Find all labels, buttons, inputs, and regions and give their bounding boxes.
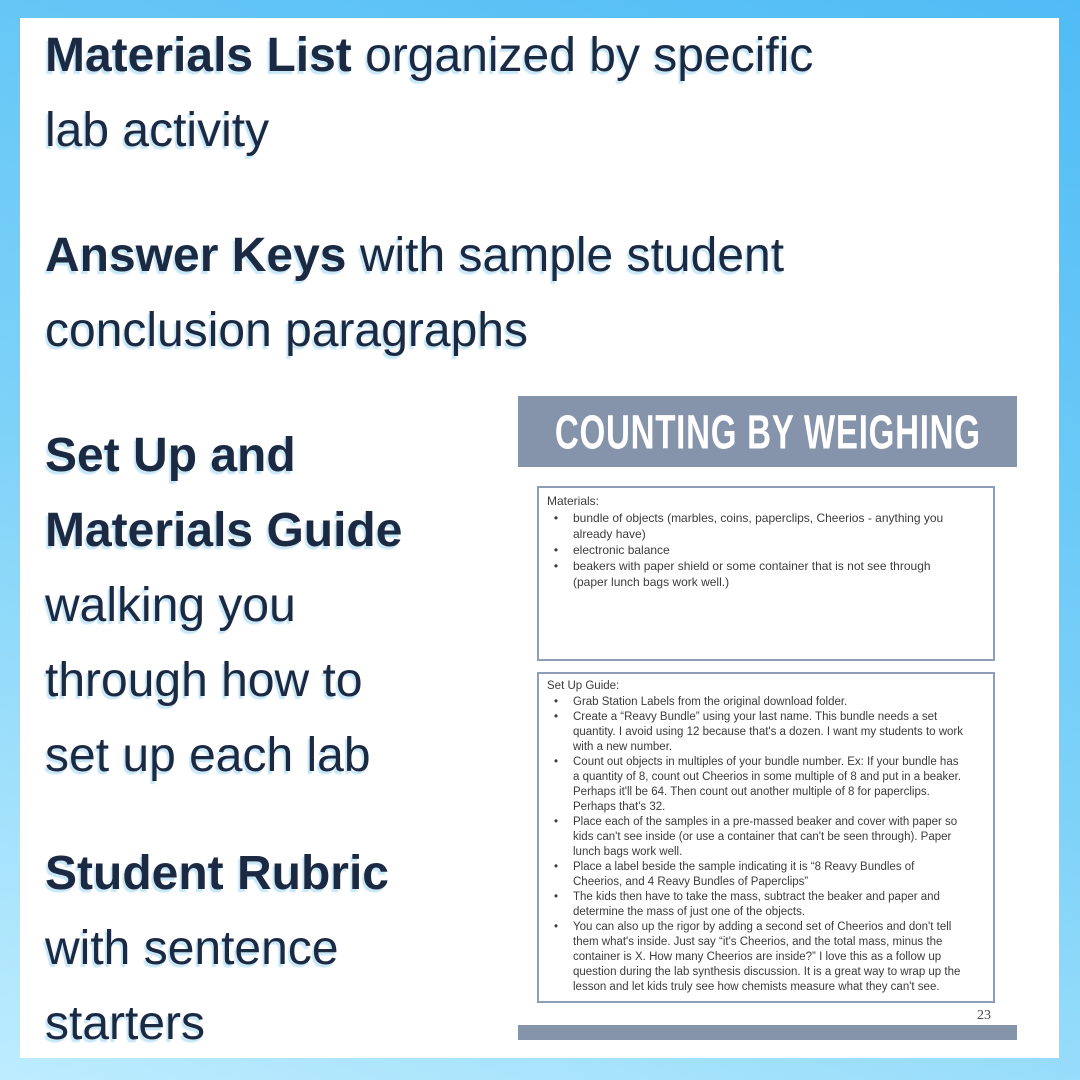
feature-line <box>45 718 402 793</box>
feature-line <box>45 418 402 493</box>
feature-line <box>45 986 389 1061</box>
bullet-dot-icon: • <box>553 816 559 828</box>
feature-regular-text: organized by specific <box>351 29 814 82</box>
doc-header-bar <box>518 396 1017 467</box>
bullet-item <box>539 815 993 860</box>
feature-regular-text: starters <box>45 997 206 1050</box>
bullet-text: bundle of objects (marbles, coins, paperclips, Cheerios - anything you already have) <box>573 511 944 541</box>
doc-footer-bar <box>518 1025 1017 1040</box>
feature-line <box>45 493 402 568</box>
feature-regular-text: conclusion paragraphs <box>45 304 528 357</box>
feature-regular-text: walking you <box>45 579 296 632</box>
bullet-dot-icon: • <box>553 696 559 708</box>
bullet-dot-icon: • <box>553 559 559 573</box>
feature-materials-list <box>45 18 813 168</box>
bullet-text: Create a “Reavy Bundle” using your last name. This bundle needs a set quantity. I avoid using 12 because that's a dozen. I want my students to work with a new number. <box>573 711 964 753</box>
feature-answer-keys <box>45 218 784 368</box>
feature-bold-text: Materials List <box>45 29 352 82</box>
feature-set-up-and-materials-guide <box>45 418 402 793</box>
bullet-dot-icon: • <box>553 711 559 723</box>
feature-line <box>45 911 389 986</box>
setup-guide-label: Set Up Guide: <box>547 680 620 692</box>
bullet-dot-icon: • <box>553 756 559 768</box>
feature-bold-text: Student Rubric <box>45 847 389 900</box>
bullet-text: Place each of the samples in a pre-massed beaker and cover with paper so kids can't see inside (or use a container that can't be seen through). Paper lunch bags work well. <box>573 816 958 858</box>
feature-line <box>45 93 813 168</box>
bullet-text: You can also up the rigor by adding a second set of Cheerios and don't tell them what's inside. Just say “it's Cheerios, and the total mass, minus the container is X. How many Cheerios are inside?” I love this as a follow up question during the lab synthesis discussion. It is a great way to wrap up the lesson and let kids truly see how chemists measure what they can't see. <box>573 921 961 993</box>
doc-title: COUNTING BY WEIGHING <box>554 404 981 459</box>
bullet-text: Place a label beside the sample indicating it is “8 Reavy Bundles of Cheerios, and 4 Reavy Bundles of Paperclips” <box>573 861 915 888</box>
bullet-dot-icon: • <box>553 921 559 933</box>
bullet-item <box>539 558 993 590</box>
feature-line <box>45 568 402 643</box>
feature-bold-text: Materials Guide <box>45 504 403 557</box>
content-card <box>20 18 1059 1058</box>
feature-regular-text: set up each lab <box>45 729 371 782</box>
feature-student-rubric <box>45 836 389 1061</box>
bullet-item <box>539 710 993 755</box>
bullet-item <box>539 542 993 558</box>
bullet-item <box>539 920 993 995</box>
bullet-text: electronic balance <box>573 543 670 557</box>
bullet-text: Grab Station Labels from the original download folder. <box>573 696 848 708</box>
bullet-text: The kids then have to take the mass, subtract the beaker and paper and determine the mass of just one of the objects. <box>573 891 940 918</box>
feature-line <box>45 18 813 93</box>
bullet-dot-icon: • <box>553 861 559 873</box>
feature-line <box>45 643 402 718</box>
bullet-item <box>539 510 993 542</box>
feature-line <box>45 218 784 293</box>
page-number: 23 <box>977 1008 991 1023</box>
bullet-item <box>539 890 993 920</box>
materials-box <box>537 486 995 661</box>
setup-bullet-list <box>539 695 993 995</box>
feature-line <box>45 836 389 911</box>
feature-regular-text: with sentence <box>45 922 339 975</box>
materials-bullet-list <box>539 510 993 590</box>
bullet-text: Count out objects in multiples of your bundle number. Ex: If your bundle has a quantity of 8, count out Cheerios in some multiple of 8 and put in a beaker. Perhaps it'll be 64. Then count out another multiple of 8 for paperclips. Perhaps that's 32. <box>573 756 962 813</box>
bullet-item <box>539 860 993 890</box>
feature-bold-text: Set Up and <box>45 429 296 482</box>
bullet-dot-icon: • <box>553 511 559 525</box>
bullet-dot-icon: • <box>553 543 559 557</box>
feature-regular-text: lab activity <box>45 104 270 157</box>
feature-line <box>45 293 784 368</box>
materials-label: Materials: <box>547 494 600 508</box>
feature-bold-text: Answer Keys <box>45 229 347 282</box>
bullet-text: beakers with paper shield or some container that is not see through (paper lunch bags work well.) <box>573 559 931 589</box>
bullet-item <box>539 755 993 815</box>
feature-regular-text: with sample student <box>346 229 785 282</box>
feature-regular-text: through how to <box>45 654 363 707</box>
doc-preview <box>518 396 1017 1040</box>
setup-guide-box <box>537 672 995 1003</box>
bullet-dot-icon: • <box>553 891 559 903</box>
bullet-item <box>539 695 993 710</box>
